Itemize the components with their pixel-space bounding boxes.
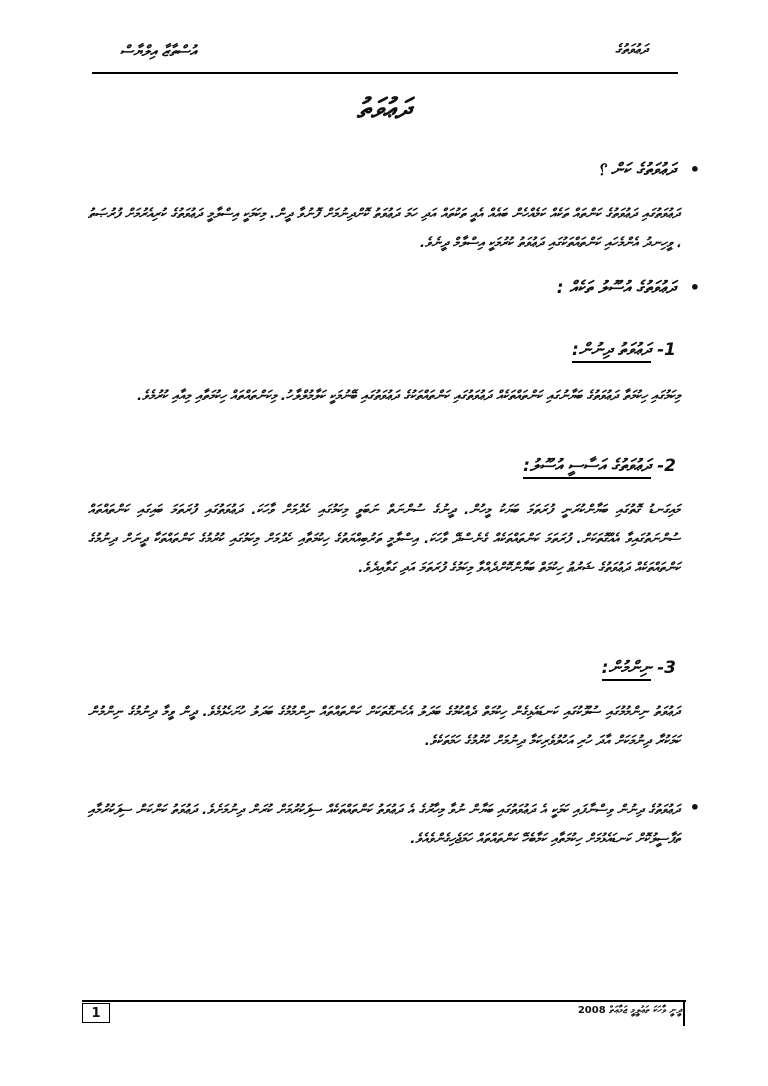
subsection-title: ނިންމުން: <box>602 658 652 681</box>
bullet-dot: • <box>689 798 700 817</box>
section-heading: ދަޢުވަތުގެ ކަން ؟ <box>597 160 676 180</box>
page-title: ދަޢުވަތު <box>356 92 412 125</box>
subsection-number: -3 <box>657 658 676 678</box>
footer-text: ދީނީ ވާހަކަ ތަޢުލީމީ ޖަމާޢަތް 2008 <box>577 1005 682 1016</box>
footer-divider <box>683 1000 685 1026</box>
header-section-title: ދަޢުވަތުގެ <box>615 42 648 58</box>
subsection-paragraph: މިކަމުގައި ހިކުމަތާ ދަޢުވަތުގެ ބަޔާނުގައި ކަންތައްތަކެއް ދަޢުވަތުގައި ކަންތައްތަކުގެ ދަޢުވަތުގައި ބޭނުމަކީ ކަލާމުލްލާހު. މިކަންތައްތައް ހިކުމަތާއި މިއާއި ކުރުމެވެ. <box>136 388 680 404</box>
bullet-paragraph: ދަޢުވަތުގެ ދިނުން ވިސްނާފައި ކަމަކީ އެ ދަޢުވަތުގައި ބަޔާން ނުވާ މިހާރުގެ އެ ދަޢުވަތު ކަންތައްތަކެއް ސިފަކުރުމަށް ކުރަން ދިނުމަށެވެ. ދަޢުވަތު ކަންކަން ސިފަކުރުމާއި ތަފާސީލުކޮށް ކަނޑައެޅުމަށް ހިކުމަތާއި ކަމާބެހޭ ކަންތައްތައް ހަމަޖެހިގެންވެއެވެ. <box>88 802 680 847</box>
subsection-heading <box>572 340 676 360</box>
subsection-title: ދަޢުވަތު ދިނުން: <box>572 340 651 363</box>
bullet-dot: • <box>689 278 700 297</box>
section-paragraph: ދަޢުވަތުގައި ދަޢުވަތުގެ ކަންތައް ތަކެއް ކަމެއްހެން ބައެއް އެއީ ތަކުތައް އަދި ހަމަ ދަޢުވަތު ކޮށްދިނުމަށް ފޮނުވާ ދީން. މިކަމަކީ އިސްލާމީ ދަޢުވަތުގެ ކުރިއެރުމަށް ފުރުޞަތު ، ވީހިނދު އެންމެހައި ކަންތައްތަކުގައި ދަޢުވަތު ކުރުމަކީ އިސްލާމް ދީނެވެ. <box>88 206 680 251</box>
header-author: އުސްތާޒާ އިލްޔާސް <box>120 42 197 60</box>
section-heading: ދަޢުވަތުގެ އުސޫލު ތަކެއް : <box>556 278 676 298</box>
subsection-paragraph: މައިގަނޑު ގޮތުގައި ބަޔާންކުރަނީ ފުރަތަމަ ބަޔަކު މީހުން. ދީނުގެ ސުންނަތް ނަބަވީ މިކަމުގައި ހެދުމަށް ވާހަކަ. ދަޢުވަތުގައި ފުރަތަމަ ބައިގައި ކަންތައްތައް ސުންނަތުގައިވާ އެއްގޮތަކަށް. ފުރަތަމަ ކަންތައްތަކެއް ގެނެސްދޭ ވާހަކަ. އިސްލާމީ ތަރުބިއްޔަތުގެ ހިކުމަތާއި ހެދުމަށް މިކަމުގައި ކުރުމުގެ ކަންތައްތަކާ ދީނަށް ދިނުމުގެ ކަންތައްތަކެއް ދަޢުވަތުގެ ޝަރުޠު ހިކުމަތް ބަޔާންކޮށްދެއްވާ މިކަމުގެ ފުރަތަމަ އަދި ގަވާއިދެވެ. <box>88 502 680 576</box>
subsection-heading <box>602 658 676 678</box>
header-rule <box>92 72 678 74</box>
footer-rule <box>82 1000 686 1002</box>
subsection-title: ދަޢުވަތުގެ އަސާސީ އުސޫލު: <box>523 456 651 479</box>
subsection-number: -2 <box>657 456 676 476</box>
subsection-number: -1 <box>657 340 676 360</box>
bullet-dot: • <box>689 160 700 179</box>
subsection-heading <box>523 456 676 476</box>
subsection-paragraph: ދަޢުވަތު ނިންމުމުގައި ސުލޫކުގައި ކަނޑައެޅިގެން ހިކުމަތް ދެއްކުމުގެ ބަދަލު އެހެނގޮތަކަށް ކަންތައްތައް ނިންމުމުގެ ބަދަލު ހުށަހެޅުމެވެ. ދީން ވީމާ ދިނުމުގެ ނިންމުން ކަމަކުރާ ދިނުމަކަށް އާދަ ހުރި އަހުލުވެރިކަމާ ދިނުމަށް ކުރުމުގެ ހަމަތަކެވެ. <box>88 704 680 749</box>
page-number: 1 <box>82 1003 110 1023</box>
